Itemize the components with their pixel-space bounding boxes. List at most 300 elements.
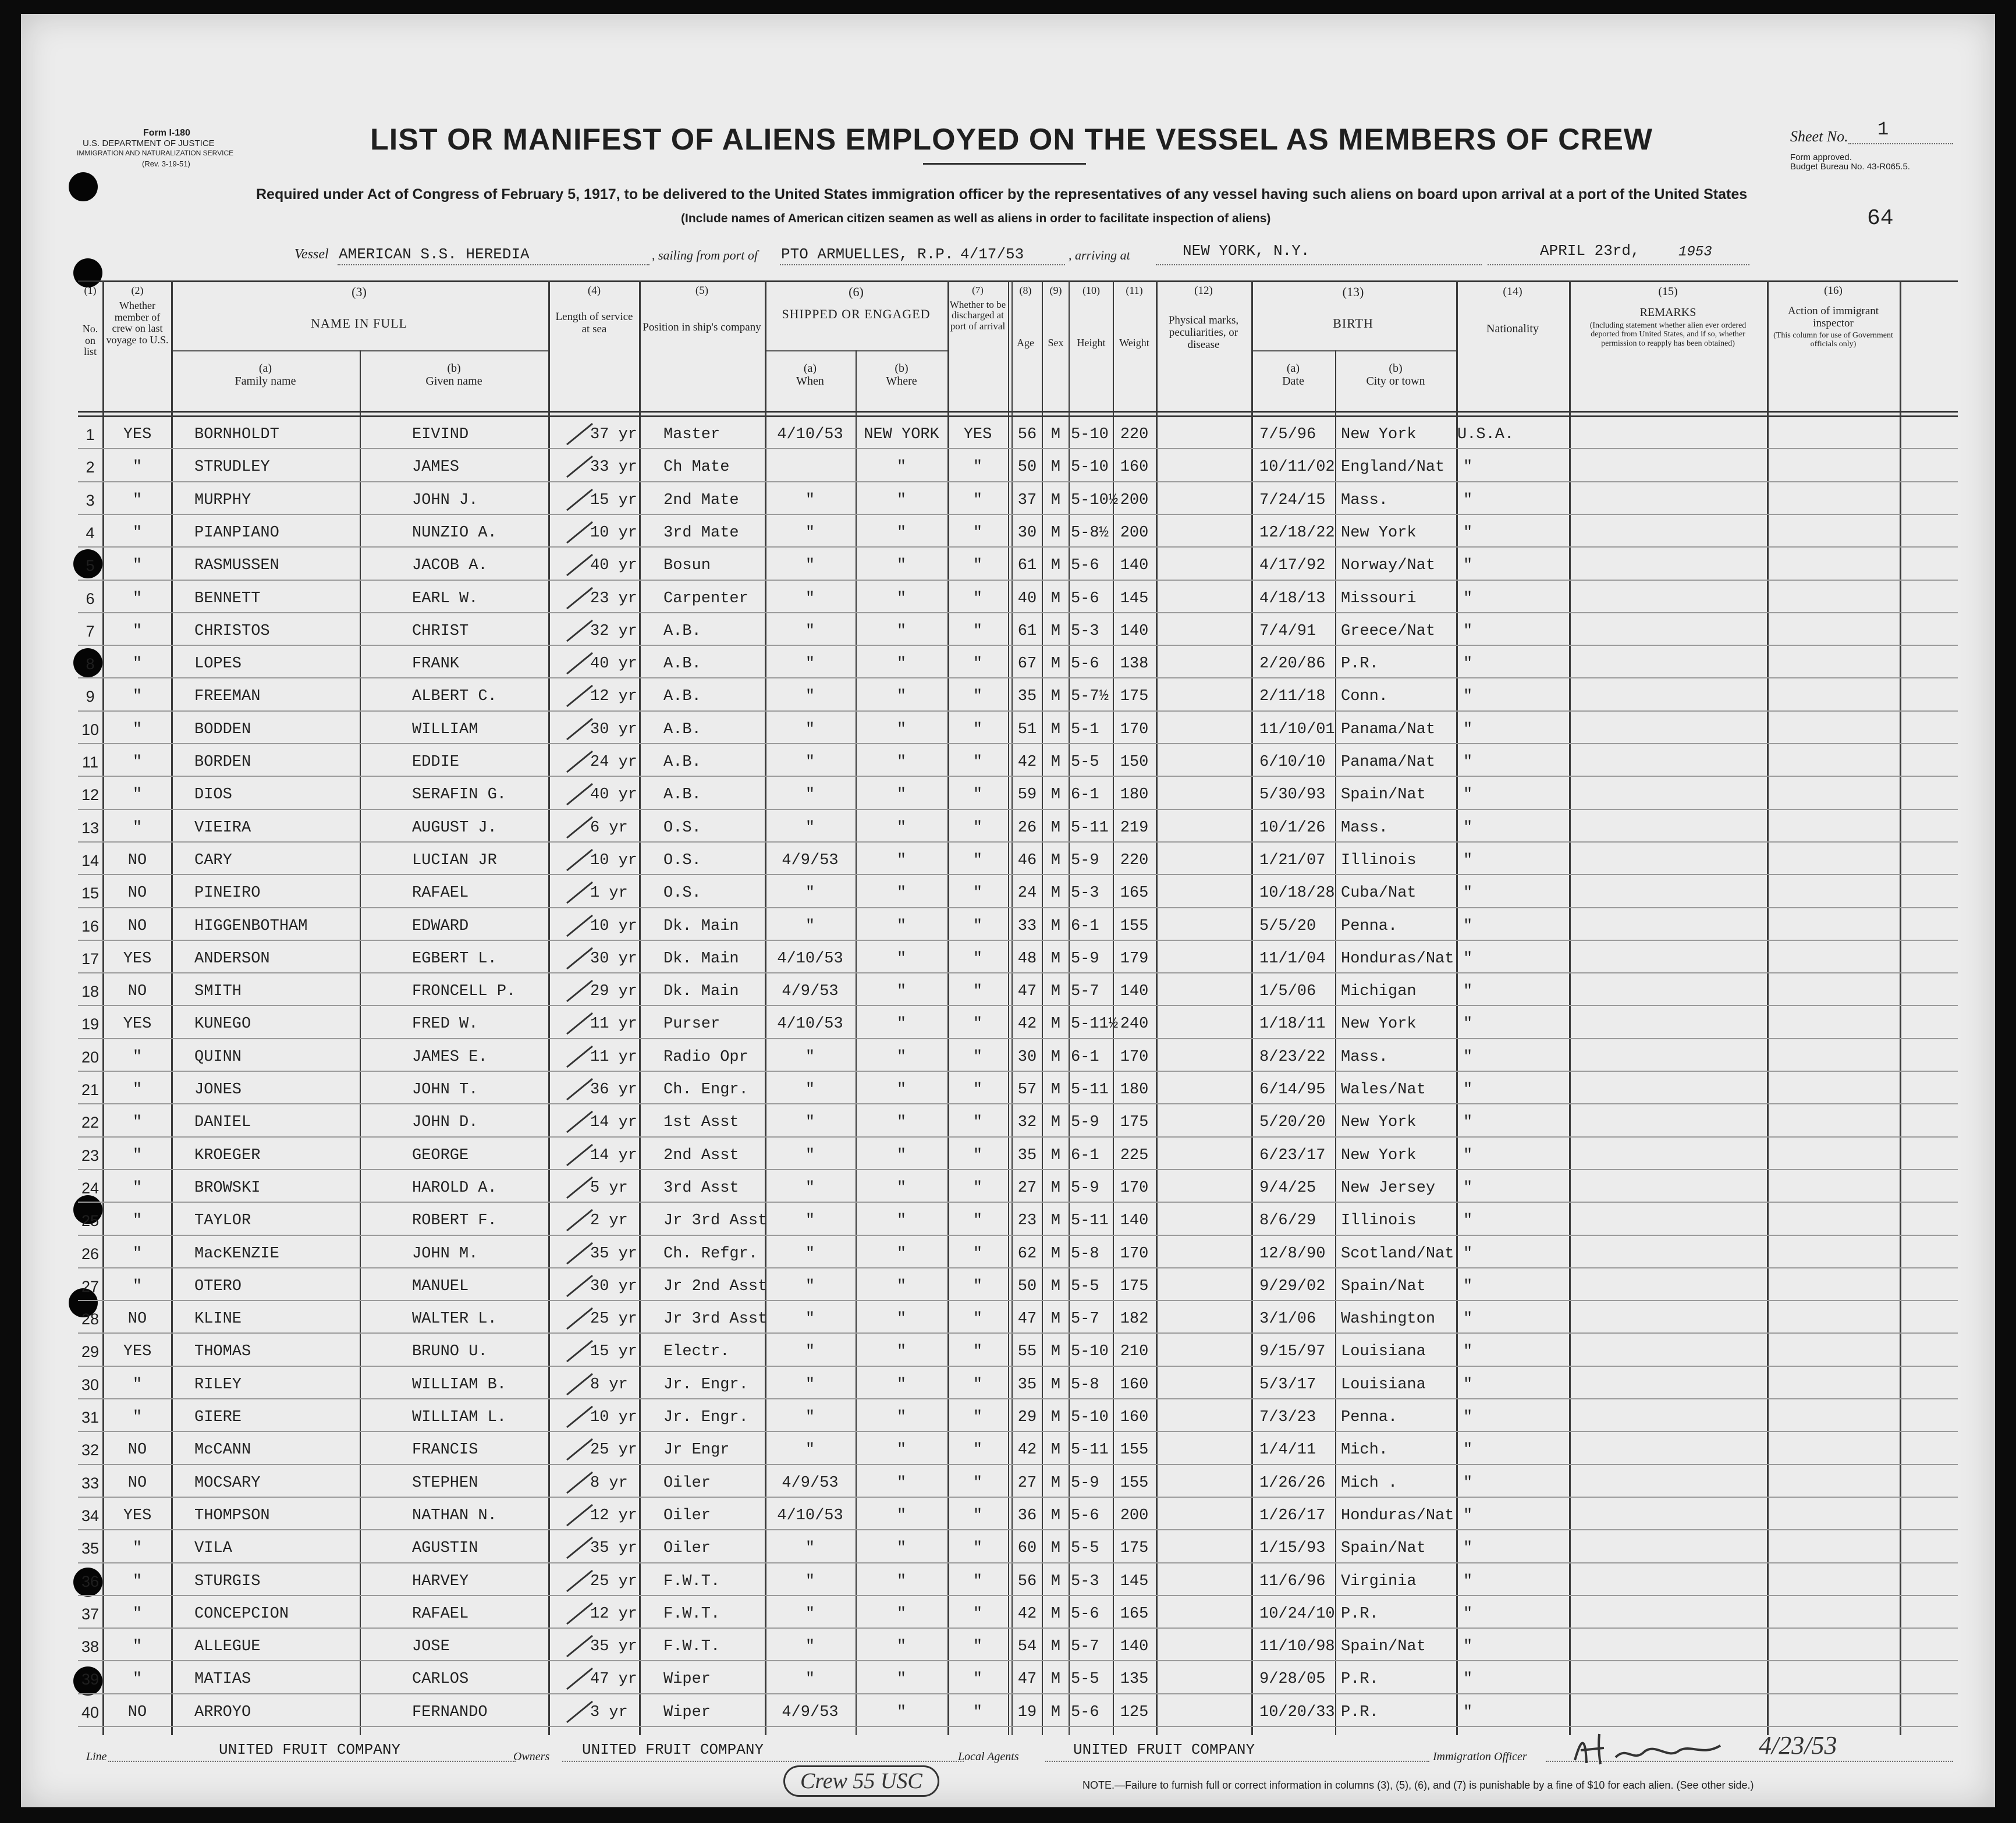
col-4-header: (4) Length of service at sea <box>555 285 633 335</box>
given-name: JOHN J. <box>412 491 478 509</box>
birth-city: Panama/Nat <box>1341 754 1436 771</box>
height: 6-1 <box>1071 917 1099 935</box>
sailing-label: , sailing from port of <box>652 248 758 262</box>
position: Master <box>663 426 720 443</box>
table-row <box>78 1335 1958 1367</box>
height: 5-3 <box>1071 622 1099 640</box>
col-9-header: (9) Sex <box>1048 285 1064 349</box>
nationality: " <box>1463 557 1473 575</box>
sex: M <box>1050 720 1061 738</box>
check-mark-icon <box>565 812 599 841</box>
discharged: " <box>972 851 983 869</box>
check-mark-icon <box>565 1107 599 1136</box>
service-length: 40 yr <box>590 655 638 673</box>
check-mark-icon <box>565 1238 599 1267</box>
check-mark-icon <box>565 1042 599 1071</box>
given-name: FERNANDO <box>412 1703 488 1721</box>
age: 50 <box>1017 459 1037 477</box>
nationality: " <box>1463 720 1473 738</box>
position: A.B. <box>663 688 701 706</box>
height: 5-11 <box>1071 1441 1109 1459</box>
service-length: 10 yr <box>590 524 638 542</box>
col-13b-header: (b) City or town <box>1366 362 1425 388</box>
row-number: 6 <box>86 589 95 607</box>
col-6a-header: (a) When <box>796 362 824 388</box>
height: 6-1 <box>1071 786 1099 804</box>
birth-date: 5/3/17 <box>1259 1376 1316 1394</box>
shipped-when: " <box>805 1081 815 1099</box>
birth-date: 1/15/93 <box>1259 1540 1326 1558</box>
discharged: " <box>972 655 983 673</box>
given-name: LUCIAN JR <box>412 851 497 869</box>
family-name: McCANN <box>194 1441 251 1459</box>
prev-voyage: " <box>132 720 143 738</box>
col-7-header: (7) Whether to be discharged at port of arrival <box>949 285 1006 332</box>
shipped-when: " <box>805 1179 815 1197</box>
shipped-when: " <box>805 1638 815 1656</box>
shipped-when: " <box>805 491 815 509</box>
family-name: BENNETT <box>194 589 261 607</box>
family-name: GIERE <box>194 1409 242 1426</box>
birth-city: Penna. <box>1341 1409 1398 1426</box>
service-length: 8 yr <box>590 1376 628 1394</box>
birth-date: 9/28/05 <box>1259 1671 1326 1689</box>
weight: 210 <box>1120 1343 1149 1361</box>
form-subtitle-note: (Include names of American citizen seamen as well as aliens in order to facilitate inspection of aliens) <box>681 212 1271 225</box>
prev-voyage: " <box>132 1671 143 1689</box>
service-length: 11 yr <box>590 1015 638 1033</box>
age: 27 <box>1017 1179 1037 1197</box>
discharged: " <box>972 1572 983 1590</box>
position: 2nd Mate <box>663 491 739 509</box>
birth-city: Missouri <box>1341 589 1417 607</box>
shipped-when: " <box>805 786 815 804</box>
height: 5-10 <box>1071 1343 1109 1361</box>
height: 5-8 <box>1071 1376 1099 1394</box>
height: 5-6 <box>1071 655 1099 673</box>
table-row <box>78 450 1958 483</box>
birth-date: 10/24/10 <box>1259 1605 1335 1623</box>
sex: M <box>1050 1376 1061 1394</box>
weight: 220 <box>1120 851 1149 869</box>
position: Wiper <box>663 1703 711 1721</box>
row-number: 2 <box>86 459 95 477</box>
prev-voyage: NO <box>127 917 147 935</box>
birth-date: 6/10/10 <box>1259 754 1326 771</box>
given-name: NUNZIO A. <box>412 524 497 542</box>
shipped-when: " <box>805 1048 815 1066</box>
weight: 135 <box>1120 1671 1149 1689</box>
table-row <box>78 549 1958 581</box>
birth-city: New York <box>1341 524 1417 542</box>
shipped-when: " <box>805 1540 815 1558</box>
discharged: " <box>972 1114 983 1132</box>
family-name: RASMUSSEN <box>194 557 279 575</box>
nationality: " <box>1463 983 1473 1001</box>
nationality: " <box>1463 589 1473 607</box>
prev-voyage: " <box>132 786 143 804</box>
shipped-when: " <box>805 1572 815 1590</box>
family-name: HIGGENBOTHAM <box>194 917 308 935</box>
discharged: " <box>972 1376 983 1394</box>
height: 5-7 <box>1071 1310 1099 1328</box>
family-name: BODDEN <box>194 720 251 738</box>
birth-date: 9/4/25 <box>1259 1179 1316 1197</box>
discharged: " <box>972 1310 983 1328</box>
height: 6-1 <box>1071 1048 1099 1066</box>
nationality: " <box>1463 1015 1473 1033</box>
birth-city: Penna. <box>1341 917 1398 935</box>
age: 35 <box>1017 1376 1037 1394</box>
nationality: " <box>1463 1506 1473 1525</box>
position: Jr. Engr. <box>663 1409 748 1426</box>
birth-city: Honduras/Nat <box>1341 950 1454 968</box>
position: Dk. Main <box>663 917 739 935</box>
weight: 180 <box>1120 1081 1149 1099</box>
family-name: SMITH <box>194 983 242 1001</box>
table-row <box>78 1007 1958 1040</box>
service-length: 36 yr <box>590 1081 638 1099</box>
height: 5-11½ <box>1071 1015 1119 1033</box>
sex: M <box>1050 1409 1061 1426</box>
height: 5-8 <box>1071 1245 1099 1263</box>
shipped-when: " <box>805 1146 815 1164</box>
given-name: WALTER L. <box>412 1310 497 1328</box>
age: 30 <box>1017 1048 1037 1066</box>
shipped-when: " <box>805 655 815 673</box>
family-name: MOCSARY <box>194 1474 261 1492</box>
service-length: 30 yr <box>590 720 638 738</box>
prev-voyage: " <box>132 688 143 706</box>
nationality: " <box>1463 1605 1473 1623</box>
birth-city: Mich . <box>1341 1474 1398 1492</box>
row-number: 28 <box>81 1310 100 1328</box>
table-row <box>78 1171 1958 1204</box>
discharged: YES <box>963 426 992 443</box>
weight: 150 <box>1120 754 1149 771</box>
given-name: NATHAN N. <box>412 1506 497 1525</box>
birth-date: 1/5/06 <box>1259 983 1316 1001</box>
check-mark-icon <box>565 1533 599 1562</box>
service-length: 29 yr <box>590 983 638 1001</box>
prev-voyage: " <box>132 819 143 837</box>
prev-voyage: " <box>132 1540 143 1558</box>
shipped-where: " <box>896 1638 907 1656</box>
service-length: 6 yr <box>590 819 628 837</box>
shipped-when: " <box>805 688 815 706</box>
discharged: " <box>972 1277 983 1295</box>
nationality: " <box>1463 1310 1473 1328</box>
position: Carpenter <box>663 589 748 607</box>
height: 5-7 <box>1071 1638 1099 1656</box>
service-length: 25 yr <box>590 1441 638 1459</box>
weight: 140 <box>1120 557 1149 575</box>
prev-voyage: YES <box>123 1343 152 1361</box>
discharged: " <box>972 950 983 968</box>
row-number: 30 <box>81 1376 100 1394</box>
shipped-when: " <box>805 1212 815 1230</box>
position: Oiler <box>663 1540 711 1558</box>
discharged: " <box>972 720 983 738</box>
family-name: CONCEPCION <box>194 1605 289 1623</box>
height: 5-3 <box>1071 884 1099 902</box>
age: 61 <box>1017 557 1037 575</box>
prev-voyage: " <box>132 1376 143 1394</box>
sex: M <box>1050 917 1061 935</box>
shipped-when: " <box>805 1376 815 1394</box>
prev-voyage: " <box>132 1277 143 1295</box>
vessel-name: AMERICAN S.S. HEREDIA <box>339 246 530 263</box>
check-mark-icon <box>565 1664 599 1693</box>
discharged: " <box>972 754 983 771</box>
age: 55 <box>1017 1343 1037 1361</box>
discharged: " <box>972 884 983 902</box>
sex: M <box>1050 491 1061 509</box>
birth-date: 2/20/86 <box>1259 655 1326 673</box>
check-mark-icon <box>565 1140 599 1169</box>
prev-voyage: " <box>132 754 143 771</box>
given-name: GEORGE <box>412 1146 469 1164</box>
weight: 200 <box>1120 524 1149 542</box>
check-mark-icon <box>565 1434 599 1463</box>
table-row <box>78 647 1958 680</box>
service-length: 25 yr <box>590 1310 638 1328</box>
age: 56 <box>1017 426 1037 443</box>
family-name: BORDEN <box>194 754 251 771</box>
weight: 138 <box>1120 655 1149 673</box>
row-number: 32 <box>81 1441 100 1459</box>
row-number: 12 <box>81 786 100 804</box>
row-number: 14 <box>81 851 100 869</box>
prev-voyage: " <box>132 589 143 607</box>
birth-date: 5/30/93 <box>1259 786 1326 804</box>
position: Ch. Engr. <box>663 1081 748 1099</box>
row-number: 7 <box>86 622 95 640</box>
check-mark-icon <box>565 877 599 907</box>
prev-voyage: " <box>132 1048 143 1066</box>
shipped-when: " <box>805 1310 815 1328</box>
form-number: Form I-180 <box>143 128 190 138</box>
shipped-where: " <box>896 917 907 935</box>
table-row <box>78 1597 1958 1630</box>
height: 5-9 <box>1071 1474 1099 1492</box>
service-length: 3 yr <box>590 1703 628 1721</box>
birth-date: 9/15/97 <box>1259 1343 1326 1361</box>
shipped-when: " <box>805 1245 815 1263</box>
prev-voyage: " <box>132 1212 143 1230</box>
family-name: LOPES <box>194 655 242 673</box>
discharged: " <box>972 917 983 935</box>
service-length: 10 yr <box>590 851 638 869</box>
age: 19 <box>1017 1703 1037 1721</box>
discharged: " <box>972 688 983 706</box>
position: Radio Opr <box>663 1048 748 1066</box>
given-name: EGBERT L. <box>412 950 497 968</box>
birth-city: England/Nat <box>1341 459 1445 477</box>
check-mark-icon <box>565 779 599 808</box>
agents-value: UNITED FRUIT COMPANY <box>1073 1741 1255 1758</box>
shipped-where: " <box>896 1015 907 1033</box>
height: 5-10½ <box>1071 491 1119 509</box>
weight: 180 <box>1120 786 1149 804</box>
shipped-where: " <box>896 688 907 706</box>
service-length: 35 yr <box>590 1540 638 1558</box>
check-mark-icon <box>565 1566 599 1595</box>
form-revision: (Rev. 3-19-51) <box>142 159 190 168</box>
given-name: JACOB A. <box>412 557 488 575</box>
position: Electr. <box>663 1343 730 1361</box>
shipped-where: " <box>896 459 907 477</box>
birth-date: 1/18/11 <box>1259 1015 1326 1033</box>
table-row <box>78 1531 1958 1564</box>
table-row <box>78 1204 1958 1236</box>
family-name: ARROYO <box>194 1703 251 1721</box>
weight: 140 <box>1120 1212 1149 1230</box>
given-name: HARVEY <box>412 1572 469 1590</box>
birth-date: 1/26/17 <box>1259 1506 1326 1525</box>
discharged: " <box>972 524 983 542</box>
punch-hole <box>69 172 98 201</box>
birth-date: 1/21/07 <box>1259 851 1326 869</box>
service-length: 30 yr <box>590 950 638 968</box>
position: A.B. <box>663 622 701 640</box>
crew-rows <box>78 280 1958 1741</box>
sheet-label: Sheet No. <box>1790 128 1848 145</box>
discharged: " <box>972 557 983 575</box>
birth-date: 7/24/15 <box>1259 491 1326 509</box>
height: 5-3 <box>1071 1572 1099 1590</box>
shipped-when: " <box>805 1343 815 1361</box>
family-name: CHRISTOS <box>194 622 270 640</box>
shipped-when: 4/10/53 <box>777 950 843 968</box>
check-mark-icon <box>565 1598 599 1627</box>
row-number: 27 <box>81 1277 100 1295</box>
nationality: " <box>1463 1540 1473 1558</box>
discharged: " <box>972 1015 983 1033</box>
nationality: " <box>1463 819 1473 837</box>
age: 37 <box>1017 491 1037 509</box>
table-row <box>78 1073 1958 1106</box>
age: 51 <box>1017 720 1037 738</box>
nationality: " <box>1463 786 1473 804</box>
age: 42 <box>1017 1605 1037 1623</box>
birth-city: New York <box>1341 1146 1417 1164</box>
discharged: " <box>972 491 983 509</box>
prev-voyage: NO <box>127 1703 147 1721</box>
nationality: " <box>1463 622 1473 640</box>
weight: 125 <box>1120 1703 1149 1721</box>
given-name: JOSE <box>412 1638 450 1656</box>
weight: 155 <box>1120 1441 1149 1459</box>
check-mark-icon <box>565 648 599 677</box>
col-6-header: (6) SHIPPED OR ENGAGED <box>782 285 931 322</box>
check-mark-icon <box>565 714 599 743</box>
table-row <box>78 418 1958 450</box>
weight: 145 <box>1120 1572 1149 1590</box>
prev-voyage: YES <box>123 950 152 968</box>
shipped-where: " <box>896 1540 907 1558</box>
service-length: 15 yr <box>590 491 638 509</box>
service-length: 32 yr <box>590 622 638 640</box>
nationality: " <box>1463 851 1473 869</box>
shipped-when: " <box>805 1605 815 1623</box>
given-name: FRANCIS <box>412 1441 478 1459</box>
birth-date: 5/5/20 <box>1259 917 1316 935</box>
prev-voyage: " <box>132 459 143 477</box>
age: 54 <box>1017 1638 1037 1656</box>
discharged: " <box>972 1540 983 1558</box>
shipped-when: 4/9/53 <box>782 1703 839 1721</box>
family-name: BORNHOLDT <box>194 426 279 443</box>
shipped-where: " <box>896 524 907 542</box>
table-row <box>78 1302 1958 1335</box>
officer-date: 4/23/53 <box>1759 1731 1837 1760</box>
discharged: " <box>972 1506 983 1525</box>
shipped-when: " <box>805 819 815 837</box>
height: 6-1 <box>1071 1146 1099 1164</box>
row-number: 20 <box>81 1048 100 1066</box>
service-length: 5 yr <box>590 1179 628 1197</box>
table-row <box>78 484 1958 516</box>
table-row <box>78 582 1958 614</box>
arrival-port: NEW YORK, N.Y. <box>1183 242 1310 260</box>
birth-city: Mass. <box>1341 491 1389 509</box>
table-row <box>78 614 1958 647</box>
owners-value: UNITED FRUIT COMPANY <box>582 1741 764 1758</box>
check-mark-icon <box>565 1467 599 1497</box>
age: 47 <box>1017 1310 1037 1328</box>
weight: 160 <box>1120 1376 1149 1394</box>
family-name: THOMPSON <box>194 1506 270 1525</box>
discharged: " <box>972 1245 983 1263</box>
discharged: " <box>972 622 983 640</box>
family-name: CARY <box>194 851 232 869</box>
discharged: " <box>972 983 983 1001</box>
nationality: " <box>1463 950 1473 968</box>
shipped-where: " <box>896 622 907 640</box>
service-length: 15 yr <box>590 1343 638 1361</box>
shipped-when: 4/9/53 <box>782 1474 839 1492</box>
given-name: SERAFIN G. <box>412 786 507 804</box>
birth-city: Spain/Nat <box>1341 786 1426 804</box>
given-name: CHRIST <box>412 622 469 640</box>
shipped-where: " <box>896 1277 907 1295</box>
row-number: 3 <box>86 491 95 509</box>
birth-date: 11/6/96 <box>1259 1572 1326 1590</box>
prev-voyage: NO <box>127 1474 147 1492</box>
age: 46 <box>1017 851 1037 869</box>
family-name: KUNEGO <box>194 1015 251 1033</box>
birth-city: Spain/Nat <box>1341 1638 1426 1656</box>
birth-city: P.R. <box>1341 1703 1379 1721</box>
table-row <box>78 975 1958 1007</box>
shipped-where: " <box>896 1081 907 1099</box>
discharged: " <box>972 1409 983 1426</box>
sex: M <box>1050 1540 1061 1558</box>
age: 32 <box>1017 1114 1037 1132</box>
age: 67 <box>1017 655 1037 673</box>
crew-note: Crew 55 USC <box>783 1765 939 1797</box>
nationality: " <box>1463 1572 1473 1590</box>
arriving-label: , arriving at <box>1069 248 1130 262</box>
shipped-where: " <box>896 720 907 738</box>
weight: 220 <box>1120 426 1149 443</box>
sex: M <box>1050 1474 1061 1492</box>
check-mark-icon <box>565 943 599 972</box>
shipped-where: " <box>896 950 907 968</box>
weight: 240 <box>1120 1015 1149 1033</box>
table-row <box>78 1401 1958 1433</box>
